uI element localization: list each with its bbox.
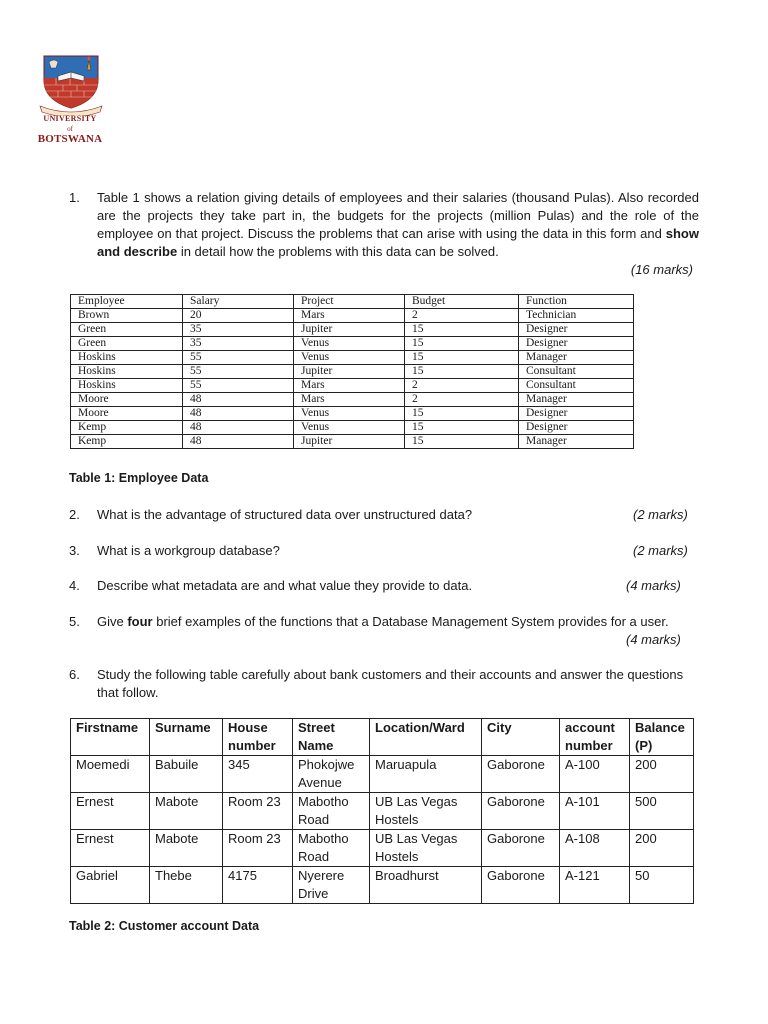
table-header: Surname: [150, 719, 223, 756]
table-cell: Thebe: [150, 867, 223, 904]
table-cell: 15: [405, 337, 519, 351]
table-cell: Consultant: [519, 365, 634, 379]
table-row: [71, 793, 694, 830]
question-6: [69, 666, 699, 702]
table-1-caption: Table 1: Employee Data: [69, 471, 209, 485]
table-cell: Room 23: [223, 793, 293, 830]
table-cell: Green: [71, 323, 183, 337]
table-cell: Consultant: [519, 379, 634, 393]
table-cell: Jupiter: [294, 323, 405, 337]
logo-line-1: UNIVERSITY: [43, 114, 97, 123]
table-cell: 15: [405, 351, 519, 365]
table-row: [71, 337, 634, 351]
university-name: [34, 114, 106, 144]
table-header: Location/Ward: [370, 719, 482, 756]
crest-icon: [36, 54, 106, 116]
table-header: Balance (P): [630, 719, 694, 756]
question-text: Table 1 shows a relation giving details of employees and their salaries (thousand Pulas). Also recorded are the projects they take part in, the budgets for the projects (million Pulas) and the role of the employee on that project. Discuss the problems that can arise with using the data in this form and show and describe in detail how the problems with this data can be solved.: [97, 190, 699, 259]
customer-account-table: [70, 718, 694, 904]
table-cell: 200: [630, 756, 694, 793]
table-header: Project: [294, 295, 405, 309]
table-cell: Hoskins: [71, 351, 183, 365]
table-cell: Manager: [519, 435, 634, 449]
table-cell: Hoskins: [71, 379, 183, 393]
table-cell: 15: [405, 435, 519, 449]
table-cell: Ernest: [71, 793, 150, 830]
table-cell: A-108: [560, 830, 630, 867]
question-number: 6.: [69, 667, 80, 682]
table-row: [71, 407, 634, 421]
question-5: [69, 613, 699, 647]
table-cell: Kemp: [71, 435, 183, 449]
table-cell: 20: [183, 309, 294, 323]
table-row: [71, 393, 634, 407]
question-text: Describe what metadata are and what value they provide to data.: [97, 578, 473, 593]
table-cell: 4175: [223, 867, 293, 904]
table-cell: Moore: [71, 407, 183, 421]
logo-line-2: of: [67, 125, 73, 133]
table-cell: Manager: [519, 351, 634, 365]
question-marks: (2 marks): [633, 507, 688, 522]
table-cell: 2: [405, 393, 519, 407]
table-cell: Mars: [294, 393, 405, 407]
table-header: Function: [519, 295, 634, 309]
table-cell: 15: [405, 323, 519, 337]
question-number: 4.: [69, 578, 80, 593]
table-cell: UB Las Vegas Hostels: [370, 830, 482, 867]
question-marks: (4 marks): [626, 578, 681, 593]
table-cell: 15: [405, 421, 519, 435]
table-cell: 48: [183, 421, 294, 435]
table-cell: Jupiter: [294, 435, 405, 449]
table-header: Street Name: [293, 719, 370, 756]
table-cell: 55: [183, 365, 294, 379]
table-cell: A-121: [560, 867, 630, 904]
table-cell: Gaborone: [482, 756, 560, 793]
question-text: Study the following table carefully about bank customers and their accounts and answer the questions that follow.: [97, 667, 684, 700]
question-4: [69, 577, 699, 595]
table-header-row: [71, 719, 694, 756]
table-cell: Designer: [519, 407, 634, 421]
table-cell: Moemedi: [71, 756, 150, 793]
table-cell: Green: [71, 337, 183, 351]
table-cell: 55: [183, 379, 294, 393]
employee-table: [70, 294, 634, 449]
table-header: Firstname: [71, 719, 150, 756]
table-cell: 48: [183, 435, 294, 449]
table-cell: Venus: [294, 351, 405, 365]
table-cell: Gaborone: [482, 867, 560, 904]
table-cell: Gaborone: [482, 830, 560, 867]
table-cell: 200: [630, 830, 694, 867]
table-row: [71, 756, 694, 793]
table-2-caption: Table 2: Customer account Data: [69, 919, 260, 933]
table-header: House number: [223, 719, 293, 756]
table-cell: A-101: [560, 793, 630, 830]
table-cell: 35: [183, 323, 294, 337]
table-cell: Manager: [519, 393, 634, 407]
table-cell: 55: [183, 351, 294, 365]
table-cell: 2: [405, 309, 519, 323]
table-row: [71, 867, 694, 904]
question-text: Give four brief examples of the functions that a Database Management System provides for a user.: [97, 614, 669, 629]
table-cell: Ernest: [71, 830, 150, 867]
table-cell: Designer: [519, 337, 634, 351]
question-3: [69, 542, 699, 560]
table-cell: Venus: [294, 407, 405, 421]
table-cell: Phokojwe Avenue: [293, 756, 370, 793]
table-cell: Jupiter: [294, 365, 405, 379]
table-cell: Mars: [294, 379, 405, 393]
table-cell: 50: [630, 867, 694, 904]
table-cell: Designer: [519, 421, 634, 435]
table-cell: Gabriel: [71, 867, 150, 904]
table-cell: Venus: [294, 337, 405, 351]
question-text: What is a workgroup database?: [97, 543, 280, 558]
table-cell: Mabotho Road: [293, 793, 370, 830]
table-cell: Hoskins: [71, 365, 183, 379]
table-cell: Mars: [294, 309, 405, 323]
table-cell: 500: [630, 793, 694, 830]
question-number: 3.: [69, 543, 80, 558]
table-cell: 345: [223, 756, 293, 793]
question-2: [69, 506, 699, 524]
table-cell: Brown: [71, 309, 183, 323]
table-cell: Gaborone: [482, 793, 560, 830]
question-number: 2.: [69, 507, 80, 522]
table-cell: Maruapula: [370, 756, 482, 793]
logo-line-3: BOTSWANA: [37, 133, 103, 145]
table-header: Salary: [183, 295, 294, 309]
table-cell: 15: [405, 407, 519, 421]
table-cell: Mabotho Road: [293, 830, 370, 867]
table-cell: Designer: [519, 323, 634, 337]
table-cell: 15: [405, 365, 519, 379]
table-row: [71, 323, 634, 337]
table-cell: 48: [183, 393, 294, 407]
table-cell: 35: [183, 337, 294, 351]
question-number: 1.: [69, 190, 80, 205]
table-cell: Kemp: [71, 421, 183, 435]
table-cell: Broadhurst: [370, 867, 482, 904]
table-row: [71, 421, 634, 435]
table-header-row: [71, 295, 634, 309]
table-cell: Room 23: [223, 830, 293, 867]
table-cell: Technician: [519, 309, 634, 323]
question-text: What is the advantage of structured data over unstructured data?: [97, 507, 473, 522]
question-1: [69, 189, 699, 279]
question-marks: (4 marks): [626, 632, 681, 647]
table-row: [71, 830, 694, 867]
table-header: account number: [560, 719, 630, 756]
table-header: Employee: [71, 295, 183, 309]
table-cell: Mabote: [150, 793, 223, 830]
table-header: City: [482, 719, 560, 756]
table-row: [71, 351, 634, 365]
table-row: [71, 435, 634, 449]
table-cell: Babuile: [150, 756, 223, 793]
question-marks: (2 marks): [633, 543, 688, 558]
table-row: [71, 379, 634, 393]
table-cell: 2: [405, 379, 519, 393]
table-header: Budget: [405, 295, 519, 309]
table-cell: Nyerere Drive: [293, 867, 370, 904]
table-cell: Venus: [294, 421, 405, 435]
table-cell: Mabote: [150, 830, 223, 867]
table-row: [71, 309, 634, 323]
question-number: 5.: [69, 614, 80, 629]
table-cell: A-100: [560, 756, 630, 793]
table-row: [71, 365, 634, 379]
table-cell: Moore: [71, 393, 183, 407]
table-cell: 48: [183, 407, 294, 421]
question-marks: (16 marks): [630, 262, 693, 277]
table-cell: UB Las Vegas Hostels: [370, 793, 482, 830]
